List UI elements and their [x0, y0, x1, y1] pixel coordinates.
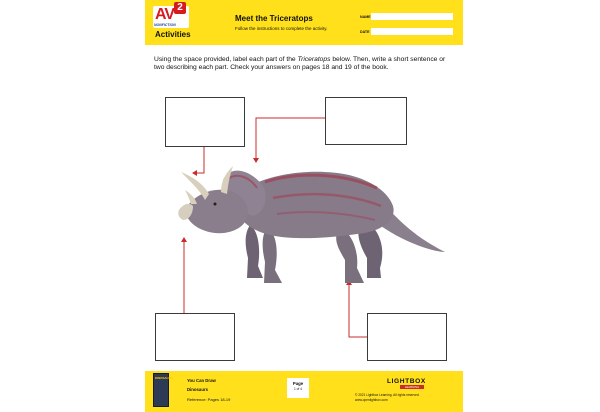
logo-text: AV: [155, 6, 175, 23]
date-label: DATE: [360, 30, 370, 34]
website-link[interactable]: www.openlightbox.com: [355, 398, 388, 402]
logo-number: 2: [174, 2, 186, 14]
page-indicator: [287, 378, 309, 398]
publisher-tag: LEARNING: [400, 385, 424, 389]
worksheet-page: [145, 0, 463, 412]
copyright-text: © 2021 Lightbox Learning. All rights reserved.: [355, 393, 420, 397]
page-number: 1 of 4: [294, 387, 302, 391]
instructions-text: Follow the instructions to complete the activity.: [235, 26, 328, 31]
page-title: Meet the Triceratops: [235, 14, 313, 23]
name-label: NAME: [360, 15, 371, 19]
triceratops: [178, 166, 445, 283]
arrow-top-left: [195, 147, 204, 173]
triceratops-illustration: [145, 0, 463, 412]
page-label: Page: [292, 381, 304, 386]
book-title: Dinosaurs: [187, 387, 209, 392]
book-series: You Can Draw: [187, 378, 216, 383]
footer-bar: [145, 371, 463, 412]
logo-subtitle: NONFICTION: [154, 23, 176, 27]
book-cover-text: DINOSAURS: [155, 376, 174, 380]
publisher-logo: LIGHTBOX: [387, 378, 426, 385]
book-cover-image: [153, 373, 174, 407]
activity-instructions: Using the space provided, label each part of the Triceratops below. Then, write a short sentence or two describing each part. Check your answers on pages 18 and 19 of the book.: [154, 56, 446, 72]
section-label: Activities: [155, 30, 191, 39]
page-reference: Reference: Pages 18-19: [187, 397, 231, 402]
arrow-top-right: [256, 118, 325, 160]
arrow-bottom-right: [349, 283, 367, 337]
species-name: Triceratops: [297, 56, 331, 63]
